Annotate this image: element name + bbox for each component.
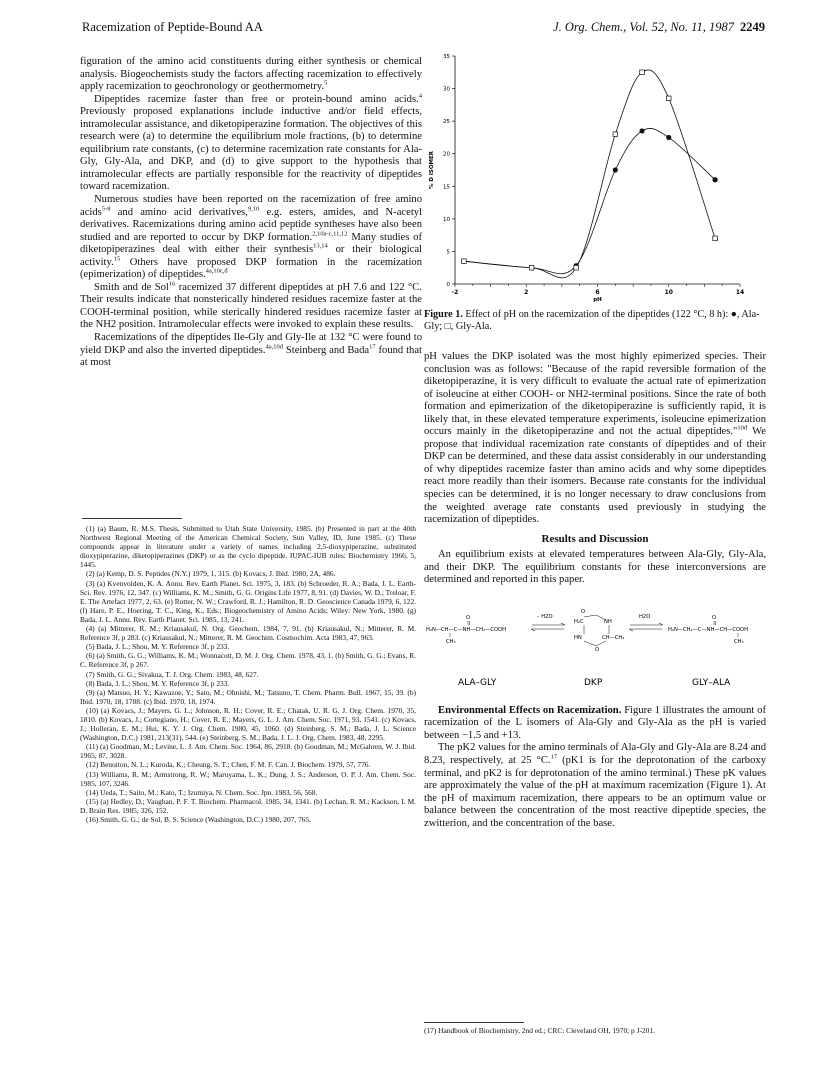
scheme-label-ala-gly: ALA–GLY: [458, 677, 497, 688]
y-tick-label: 0: [446, 282, 450, 288]
x-axis-label: pH: [593, 297, 602, 302]
body-paragraph: Smith and de Sol$^{16}$ racemized 37 different dipeptides at pH 7.6 and 122 °C. Their results indicate that nonsterically hindered residues racemize faster at the COOH-terminal position, while sterically hindered residues racemize faster at the NH2 position. Intramolecular effects were invoked to explain these results.: [80, 280, 423, 331]
reference-item: (8) Bada, J. L.; Shou, M. Y. Reference 3f, p 233.: [86, 678, 230, 688]
left-column: [80, 56, 422, 370]
reference-item: (13) Williams, R. M.; Armstrong, R. W.; Maruyama, L. K.; Dung, J. S.; Anderson, O. P. J. Am. Chem. Soc. 1985, 107, 3246.: [80, 769, 416, 788]
caption-label: Figure 1.: [424, 309, 463, 320]
gly-ala-point: [574, 265, 579, 270]
reference-item: (16) Smith, G. G.; de Sol, B. S. Science (Washington, D.C.) 1980, 207, 765.: [86, 815, 312, 824]
references-rule: [82, 518, 182, 519]
svg-text:NH: NH: [604, 618, 612, 625]
svg-text:O: O: [466, 614, 471, 621]
ala-gly-point: [666, 135, 671, 140]
svg-text:O: O: [595, 646, 600, 653]
gly-ala-point: [613, 132, 618, 137]
body-paragraph: The pK2 values for the amino terminals of Ala-Gly and Gly-Ala are 8.24 and 8.23, respectively, at 25 °C.$^{17}$ (pK1 is for the deprotonation of the carboxy terminal, and pK2 is for deprotonation of the amino terminal.) These pK values are approximately the value of the pH at maximum racemization (Figure 1). At the pH of maximum racemization, there appears to be an optimum value or balance between the concentration of the most reactive dipeptide species, the zwitterion, and the concentration of the base.: [424, 742, 766, 829]
svg-text:CH₃: CH₃: [734, 638, 744, 645]
reference-item: (14) Ueda, T.; Saito, M.; Kato, T.; Izumiya, N. Chem. Soc. Jpn. 1983, 56, 568.: [86, 787, 318, 797]
svg-text:CH—CH₃: CH—CH₃: [602, 634, 625, 641]
body-paragraph: An equilibrium exists at elevated temperatures between Ala-Gly, Gly-Ala, and their DKP. The equilibrium constants for these interconversions are determined and reported in this paper.: [424, 549, 766, 586]
reference-item: (15) (a) Hedley, D.; Vaughan, P. F. T. Biochem. Pharmacol. 1985, 34, 1341. (b) Lechan, R. M.; Kackson, I. M. D. Brain Res. 1985, 326, 152.: [80, 796, 416, 815]
svg-text:– H2O: – H2O: [537, 613, 553, 620]
ala-gly-point: [613, 167, 618, 172]
page-number: 2249: [740, 20, 765, 34]
reference-item: (3) (a) Kvenvolden, K. A. Annu. Rev. Earth Planet. Sci. 1975, 3, 183. (b) Schroeder, R. A.; Bada, J. L. Earth-Sci. Rev. 1976, 12, 347. (c) Williams, K. M.; Smith, G. G. Origins Life 1977, 8, 91. (d) Davies, W. D.; Treloar, F. E. The Artefact 1977, 2, 63. (e) Rutter, N. W.; Crawford, R. J.; Hamilton, R. D. Geoscience Canada 1979, 6, 122. (f) Hare, P. E., Hoering, T. C., King, K., Eds.; Biogeochemistry of Amino Acids; Wiley: New York, 1980. (g) Bada, J. L. Annu. Rev. Earth Planet. Sci. 1985, 13, 241.: [80, 578, 416, 624]
svg-text:CH₃: CH₃: [446, 638, 456, 645]
references: [80, 524, 416, 824]
x-tick-label: 2: [524, 289, 529, 296]
svg-text:O: O: [712, 614, 717, 621]
y-tick-label: 15: [443, 184, 450, 191]
x-tick-label: 14: [735, 289, 745, 296]
svg-text:HN: HN: [574, 634, 582, 641]
gly-ala-point: [529, 265, 534, 270]
y-tick-label: 35: [443, 54, 450, 60]
reference-item: (12) Benoiton, N. L.; Kuroda, K.; Cheung, S. T.; Chen, F. M. F. Can. J. Biochem. 1979, 57, 776.: [86, 760, 371, 770]
y-tick-label: 20: [443, 151, 450, 158]
journal-citation: J. Org. Chem., Vol. 52, No. 11, 1987: [553, 20, 734, 34]
reference-item: (4) (a) Mitterer, R. M.; Kriausakul, N. Org. Geochem. 1984, 7, 91. (b) Kriausakul, N.; Mitterer, R. M. Reference 3f, p 283. (c) Kriausakul, N.; Mitterer, R. M. Geochim. Cosmochim. Acta 1983, 47, 963.: [80, 624, 416, 643]
reference-item: (11) (a) Goodman, M.; Levine, L. J. Am. Chem. Soc. 1964, 86, 2918. (b) Goodman, M.; McGahren, W. J. Ibid. 1965, 87, 3028.: [80, 742, 416, 761]
x-tick-label: 6: [595, 289, 600, 296]
right-column: [424, 351, 766, 830]
scheme-label-dkp: DKP: [584, 677, 603, 688]
reference-item: (9) (a) Matsuo, H. Y.; Kawazoe, Y.; Sato, M.; Ohnishi, M.; Tatsuno, T. Chem. Pharm. Bull. 1967, 15, 39. (b) Ibid. 1970, 18, 1788. (c) Ibid. 1970, 18, 1974.: [80, 687, 416, 706]
ala-gly-point: [639, 128, 644, 133]
gly-ala-point: [713, 236, 718, 241]
reference-item: (7) Smith, G. G.; Sivakua, T. J. Org. Chem. 1983, 48, 627.: [86, 669, 259, 679]
figure-1: [424, 48, 768, 302]
svg-text:H₂N—CH—C—NH—CH₂—COOH: H₂N—CH—C—NH—CH₂—COOH: [426, 626, 507, 633]
section-title: Results and Discussion: [541, 532, 649, 545]
footnote-17: (17) Handbook of Biochemistry, 2nd ed.; CRC: Cleveland OH, 1970; p J-201.: [424, 1026, 655, 1035]
reference-item: (1) (a) Baum, R. M.S. Thesis, Submitted to Utah State University, 1985. (b) Presented in part at the 40th Northwest Regional Meeting of the American Chemical Society, Sun Valley, ID, June 1985. (c) These compounds appear in literature under a variety of names including 2,5-dioxypiperazine, substituted dioxypiperazine, diketopiperazines (DKP) or as the cyclo dipeptide. IUPAC-IUB rules: Biochemistry 1966, 5, 1445.: [80, 524, 416, 570]
svg-text:O: O: [581, 608, 586, 615]
y-tick-label: 25: [443, 119, 450, 126]
x-tick-label: -2: [451, 289, 459, 296]
y-tick-label: 5: [446, 249, 450, 256]
x-tick-label: 10: [664, 289, 673, 296]
body-paragraph: pH values the DKP isolated was the most highly epimerized species. Their conclusion was as follows: "Because of the rapid reversible formation of the diketopiperazine, it is very difficult to evaluate the actual rate of epimerization of isoleucine at either COOH- or NH2-terminal positions. Since the rate of both formation and epimerization of the diketopiperazine is sufficiently rapid, it is likely that, in these elevated temperature experiments, isoleucine epimerization occurs mainly in the diketopiperazine and not the actual dipeptides."$^{10d}$ We propose that individual racemization rate constants of dipeptides and of their DKP can be determined, and these data assist considerably in our understanding of why dipeptides racemize faster than amino acids and why some dipeptides react more readily than their isomers. Because rate constants for the individual species can be determined, it is no longer necessary to draw conclusions from the weighted average rate constants used previously in studying the racemization of dipeptides.: [424, 351, 766, 526]
body-paragraph: Dipeptides racemize faster than free or protein-bound amino acids.$^4$ Previously proposed explanations include inductive and/or field effects, intramolecular assistance, and diketopiperazine formation. The objectives of this research were (a) to determine the equilibrium mole fractions, (b) to determine equilibrium rate constants, (c) to determine racemization rate constants for Ala-Gly, Gly-Ala, and DKP, and (d) to give support to the hypothesis that intramolecular effects are partially responsible for the reactivity of dipeptides toward racemization.: [80, 92, 422, 193]
gly-ala-point: [666, 96, 671, 101]
reference-item: (5) Bada, J. L.; Shou, M. Y. Reference 3f, p 233.: [86, 642, 230, 652]
body-paragraph: Numerous studies have been reported on the racemization of free amino acids$^{5-8}$ and amino acid derivatives,$^{9,10}$ e.g. esters, amides, and N-acetyl derivatives. Racemizations during amino acid peptide syntheses have also been studied and are reported to occur by DKP formation.$^{2,10a-c,11,12}$ Many studies of diketopiperazines deal with either their synthesis$^{13,14}$ or their biological activity.$^{15}$ Others have proposed DKP formation in the racemization (epimerization) of dipeptides.$^{4a,10c,d}$: [80, 194, 422, 281]
reference-item: (2) (a) Kemp, D. S. Peptides (N.Y.) 1979, 1, 315. (b) Kovacs, J. Ibid. 1980, 2A, 486.: [86, 569, 336, 579]
body-paragraph: figuration of the amino acid constituents during either synthesis or chemical analysis. Biogeochemists study the factors affecting racemization to effectively apply racemization to geochronology or geothermometry.$^5$: [80, 56, 422, 93]
body-paragraph: Environmental Effects on Racemization. Figure 1 illustrates the amount of racemization of the L isomers of Ala-Gly and Gly-Ala as the pH is varied between −1.5 and +13.: [424, 704, 766, 741]
scheme-drawing: [424, 593, 766, 703]
y-axis-label: % D ISOMER: [429, 150, 435, 190]
body-paragraph: Racemizations of the dipeptides Ile-Gly and Gly-Ile at 132 °C were found to yield DKP and also the inverted dipeptides.$^{4a,10d}$ Steinberg and Bada$^{17}$ found that at most: [80, 332, 422, 369]
reference-item: (6) (a) Smith, G. G.; Williams, K. M.; Wonnacott, D. M. J. Org. Chem. 1978, 43, 1. (b) Smith, G. G.; Evans, R. C. Reference 3f, p 267.: [80, 651, 416, 670]
series-line-0: [464, 128, 715, 273]
figure-caption: [424, 309, 766, 333]
scheme-label-gly-ala: GLY–ALA: [692, 677, 731, 688]
series-line-1: [464, 70, 715, 278]
running-head: Racemization of Peptide-Bound AA: [82, 20, 263, 34]
caption-text: Effect of pH on the racemization of the dipeptides (122 °C, 8 h): ●, Ala-Gly; □, Gly-Ala.: [424, 309, 760, 332]
reaction-scheme: [424, 593, 766, 703]
reference-item: (10) (a) Kovacs, J.; Mayers, G. L.; Johnson, R. H.; Cover, R. E.; Chatak, U. R. G. J. Org. Chem. 1970, 35, 1810. (b) Kovacs, J.; Cortegiano, H.; Cover, R. E.; Mayers, G. L. J. Am. Chem. Soc. 1971, 93, 1541. (c) Kovacs, J.; Holleran, E. M.; Hui, K. Y. J. Org. Chem. 1980, 45, 1060. (d) Steinberg, S. M.; Bada, J. L. Science (Washington, D.C.) 1981, 213(31), 544. (e) Steinberg, S. M.; Bada, J. L. J. Org. Chem. 1983, 48, 2295.: [80, 705, 416, 743]
ph-racemization-chart: [424, 48, 768, 302]
gly-ala-point: [462, 259, 467, 264]
y-tick-label: 30: [443, 86, 450, 93]
journal-header: [553, 20, 765, 35]
svg-text:H2O: H2O: [639, 613, 651, 620]
svg-text:H₂N—CH₂—C—NH—CH—COOH: H₂N—CH₂—C—NH—CH—COOH: [668, 626, 749, 633]
gly-ala-point: [640, 70, 645, 75]
ala-gly-point: [712, 177, 717, 182]
svg-text:H₂C: H₂C: [574, 618, 584, 625]
footnote-rule: [424, 1022, 524, 1023]
y-tick-label: 10: [443, 216, 450, 223]
